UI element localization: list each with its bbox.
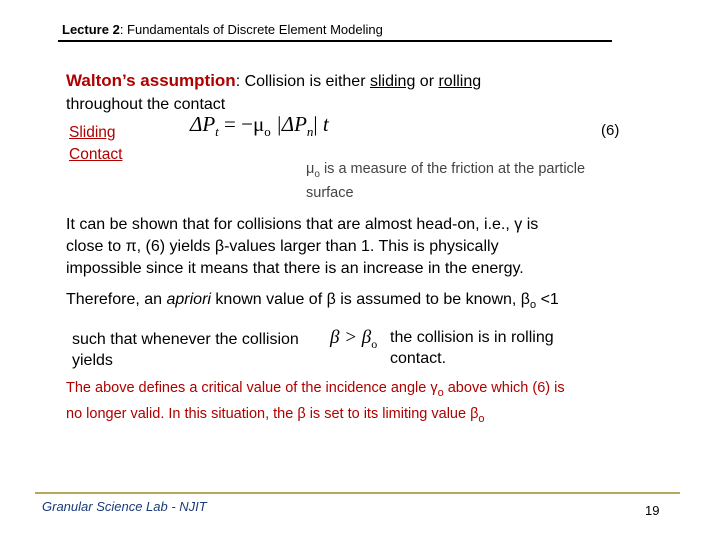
assumption-line2: throughout the contact bbox=[66, 96, 226, 113]
collision-condition-right bbox=[390, 327, 554, 369]
footer-lab-name: Granular Science Lab - NJIT bbox=[42, 499, 207, 514]
sliding-contact-label bbox=[69, 122, 122, 166]
rolling-word: rolling bbox=[438, 73, 482, 90]
sliding-word: sliding bbox=[369, 73, 416, 90]
head-on-paragraph bbox=[66, 214, 538, 280]
eq-sub-o: o bbox=[264, 124, 271, 140]
page-number: 19 bbox=[645, 503, 660, 518]
equation-number: (6) bbox=[601, 122, 620, 139]
beta-o-sub: o bbox=[530, 299, 537, 312]
friction-equation bbox=[190, 112, 329, 140]
footer-divider bbox=[35, 492, 680, 494]
para1-line3: impossible since it means that there is an increase in the energy. bbox=[66, 260, 524, 277]
eq-sub-t: t bbox=[215, 124, 219, 140]
apriori-paragraph bbox=[66, 291, 559, 311]
mu-symbol: μ bbox=[306, 161, 315, 177]
para2-pre: Therefore, an bbox=[66, 291, 167, 308]
ineq-text: β > β bbox=[330, 327, 372, 348]
assumption-text: : Collision is either bbox=[235, 73, 370, 90]
para3-right-line1: the collision is in rolling bbox=[390, 329, 554, 346]
header-divider bbox=[58, 40, 612, 42]
mu-note-line2: surface bbox=[306, 184, 354, 201]
para3-left-line1: such that whenever the collision bbox=[72, 331, 299, 348]
less-than-one: <1 bbox=[536, 291, 559, 308]
ineq-sub: o bbox=[371, 336, 378, 351]
para3-left-line2: yields bbox=[72, 352, 113, 369]
assumption-label: Walton’s assumption bbox=[66, 71, 236, 90]
lecture-header bbox=[62, 22, 383, 37]
eq-equals: = −μ bbox=[218, 112, 265, 136]
red-line1-pre: The above defines a critical value of the incidence angle γ bbox=[66, 380, 438, 396]
assumption-title bbox=[66, 71, 481, 91]
collision-condition-left bbox=[72, 329, 299, 371]
para1-line2: close to π, (6) yields β-values larger than 1. This is physically bbox=[66, 238, 499, 255]
red-line1-post: above which (6) is bbox=[443, 380, 565, 396]
para1-line1: It can be shown that for collisions that are almost head-on, i.e., γ is bbox=[66, 216, 539, 233]
or-word: or bbox=[415, 73, 439, 90]
eq-sub-n: n bbox=[306, 124, 314, 140]
mu-sub: o bbox=[314, 168, 320, 180]
sliding-label-line1: Sliding bbox=[69, 124, 116, 141]
critical-angle-paragraph bbox=[66, 378, 565, 430]
mu-note bbox=[306, 160, 585, 203]
beta-limit-sub: o bbox=[478, 412, 485, 425]
eq-delta-p: ΔP bbox=[190, 112, 216, 136]
para2-post: known value of β is assumed to be known, bbox=[210, 291, 517, 308]
beta-o-symbol: β bbox=[516, 291, 530, 308]
eq-abs-open: |ΔP bbox=[270, 112, 307, 136]
lecture-label: Lecture 2 bbox=[62, 22, 120, 37]
red-line2-pre: no longer valid. In this situation, the β is set to its limiting value β bbox=[66, 405, 479, 422]
lecture-title: : Fundamentals of Discrete Element Modeling bbox=[119, 22, 383, 37]
sliding-label-line2: Contact bbox=[69, 146, 123, 163]
apriori-word: apriori bbox=[166, 291, 211, 308]
gamma-o-sub: o bbox=[437, 386, 444, 399]
eq-abs-close: | bbox=[313, 112, 323, 136]
mu-note-line1: is a measure of the friction at the particle bbox=[319, 161, 586, 177]
para3-right-line2: contact. bbox=[390, 350, 447, 367]
beta-inequality bbox=[330, 327, 377, 352]
eq-t-hat: t bbox=[322, 112, 329, 136]
